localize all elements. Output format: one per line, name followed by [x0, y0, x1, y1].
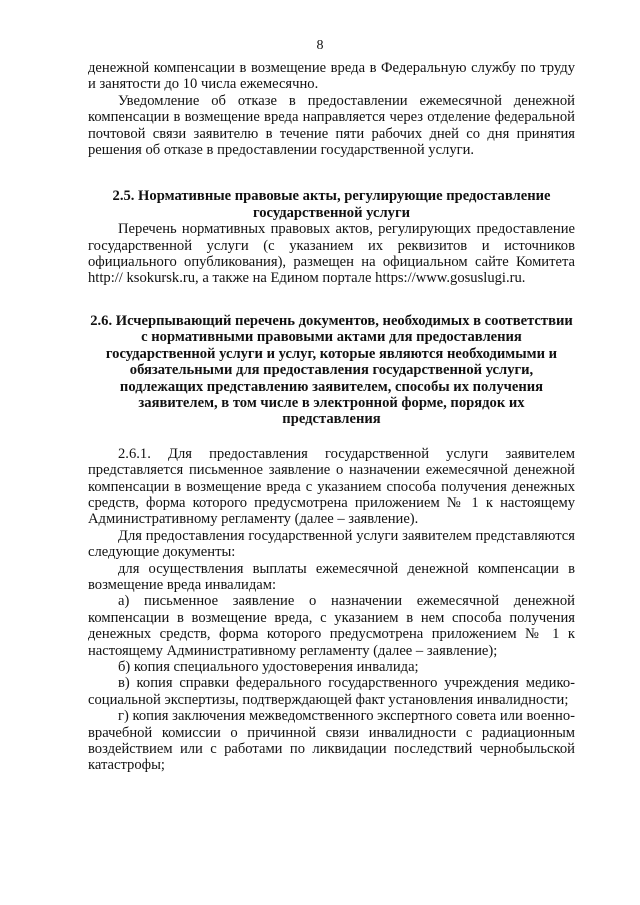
paragraph-2-6-1: 2.6.1. Для предоставления государственной услуги заявителем представляется письменное заявление о назначении ежемесячной денежной компенсации в возмещение вреда с указанием способа получения денежных средств, форма которого предусмотрена приложением № 1 к настоящему Административному регламенту (далее – заявление). [88, 445, 575, 528]
paragraph-documents-intro: Для предоставления государственной услуги заявителем представляются следующие документы: [88, 527, 575, 561]
section-heading-2-5: 2.5. Нормативные правовые акты, регулирующие предоставление государственной услуги [112, 188, 551, 221]
paragraph-invalids: для осуществления выплаты ежемесячной денежной компенсации в возмещение вреда инвалидам: [88, 560, 575, 593]
paragraph-refusal-notice: Уведомление об отказе в предоставлении ежемесячной денежной компенсации в возмещение вреда направляется через отделение федеральной почтовой связи заявителю в течение пяти рабочих дней со дня принятия решения об отказе в предоставлении государственной услуги. [88, 92, 575, 159]
list-item-g: г) копия заключения межведомственного экспертного совета или военно-врачебной комиссии о причинной связи инвалидности с радиационным воздействием или с работами по ликвидации последствий чернобыльской катастрофы; [88, 708, 575, 774]
list-item-b: б) копия специального удостоверения инвалида; [118, 659, 419, 675]
paragraph-continuation: денежной компенсации в возмещение вреда в Федеральную службу по труду и занятости до 10 числа ежемесячно. [88, 60, 575, 93]
list-item-a: а) письменное заявление о назначении ежемесячной денежной компенсации в возмещение вреда, с указанием в нем способа получения денежных средств, форма которого предусмотрена приложением № 1 к настоящему Административному регламенту (далее – заявление); [88, 593, 575, 659]
section-heading-2-6: 2.6. Исчерпывающий перечень документов, необходимых в соответствии с нормативными правовыми актами для предоставления государственной услуги и услуг, которые являются необходимыми и обязательными для предоставления государственной услуги, подлежащих представлению заявителем, способы их получения заявителем, в том числе в электронной форме, порядок их представления [90, 312, 573, 428]
list-item-v: в) копия справки федерального государственного учреждения медико-социальной экспертизы, подтверждающей факт установления инвалидности; [88, 675, 575, 708]
paragraph-2-5: Перечень нормативных правовых актов, регулирующих предоставление государственной услуги (с указанием их реквизитов и источников официального опубликования), размещен на официальном сайте Комитета http:// ksokursk.ru, а также на Едином портале https://www.gosuslugi.ru. [88, 221, 575, 287]
page-number: 8 [316, 38, 324, 53]
page-content [88, 60, 575, 774]
